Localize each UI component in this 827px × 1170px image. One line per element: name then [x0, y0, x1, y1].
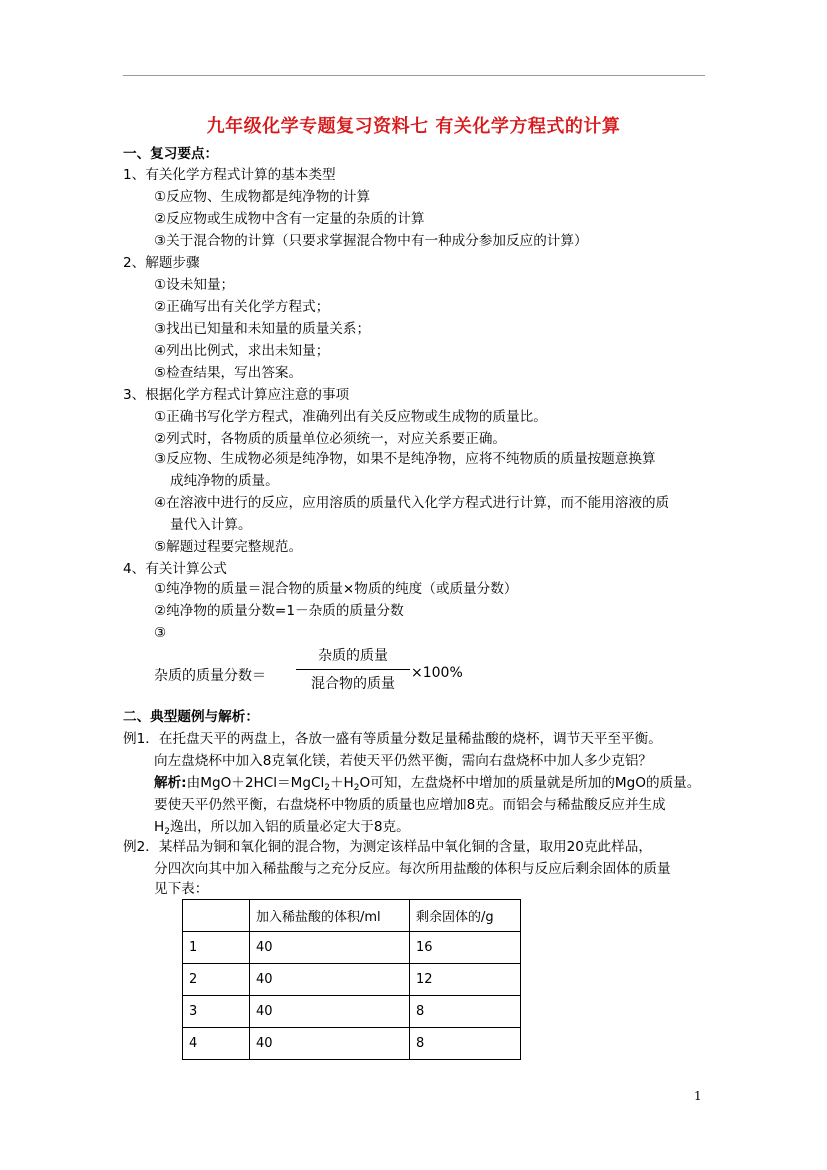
- point-3-item-continued: 量代入计算。: [170, 517, 252, 533]
- table-row: [183, 1028, 521, 1060]
- point-4-item: ①纯净物的质量＝混合物的质量×物质的纯度（或质量分数）: [154, 581, 518, 597]
- point-2-item: ②正确写出有关化学方程式；: [154, 299, 330, 315]
- point-1-heading: 1、有关化学方程式计算的基本类型: [123, 167, 336, 183]
- example-1-line: 要使天平仍然平衡，右盘烧杯中物质的质量也应增加8克。而铝会与稀盐酸反应并生成: [154, 797, 666, 813]
- example-2-line: 见下表：: [154, 881, 209, 897]
- point-3-heading: 3、根据化学方程式计算应注意的事项: [123, 387, 350, 403]
- example-1-line: 向左盘烧杯中加入8克氧化镁，若使天平仍然平衡，需向右盘烧杯中加人多少克铝？: [154, 753, 653, 769]
- analysis-text: 逸出，所以加入铝的质量必定大于8克。: [169, 819, 410, 835]
- page-number: 1: [694, 1089, 702, 1103]
- formula-fraction: [296, 645, 410, 693]
- table-header-cell: 剩余固体的/g: [410, 900, 521, 932]
- example-2-line: 例2．某样品为铜和氧化铜的混合物，为测定该样品中氧化铜的含量，取用20克此样品，: [123, 839, 652, 855]
- point-3-item-continued: 成纯净物的质量。: [170, 473, 279, 489]
- analysis-label: 解析:: [154, 775, 187, 791]
- table-cell: 40: [250, 964, 410, 996]
- point-1-item: ①反应物、生成物都是纯净物的计算: [154, 189, 371, 205]
- point-4-item: ②纯净物的质量分数=1－杂质的质量分数: [154, 603, 404, 619]
- table-cell: 2: [183, 964, 250, 996]
- table-header-row: [183, 900, 521, 932]
- table-row: [183, 964, 521, 996]
- subscript: 2: [164, 827, 170, 837]
- point-2-item: ④列出比例式，求出未知量；: [154, 343, 330, 359]
- point-2-item: ⑤检查结果，写出答案。: [154, 365, 303, 381]
- subscript: 2: [324, 783, 330, 793]
- point-2-item: ①设未知量；: [154, 277, 235, 293]
- table-cell: 3: [183, 996, 250, 1028]
- point-4-heading: 4、有关计算公式: [123, 561, 227, 577]
- table-cell: 40: [250, 996, 410, 1028]
- table-cell: 8: [410, 996, 521, 1028]
- point-2-item: ③找出已知量和未知量的质量关系；: [154, 321, 371, 337]
- section-heading-review: 一、复习要点：: [123, 146, 219, 162]
- formula-denominator: 混合物的质量: [311, 676, 395, 692]
- example-2-line: 分四次向其中加入稀盐酸与之充分反应。每次所用盐酸的体积与反应后剩余固体的质量: [154, 861, 671, 877]
- table-cell: 16: [410, 932, 521, 964]
- example-1-analysis: [154, 774, 700, 797]
- analysis-text: ＋H: [329, 775, 354, 791]
- table-header-cell: 加入稀盐酸的体积/ml: [250, 900, 410, 932]
- point-4-item: ③: [154, 625, 167, 641]
- header-rule: [123, 75, 705, 76]
- point-1-item: ②反应物或生成物中含有一定量的杂质的计算: [154, 211, 425, 227]
- point-3-item: ③反应物、生成物必须是纯净物，如果不是纯净物，应将不纯物质的质量按题意换算: [154, 451, 656, 467]
- formula-numerator: 杂质的质量: [318, 648, 388, 664]
- table-cell: 4: [183, 1028, 250, 1060]
- analysis-text: H: [154, 819, 165, 835]
- point-1-item: ③关于混合物的计算（只要求掌握混合物中有一种成分参加反应的计算）: [154, 233, 588, 249]
- formula-rhs: ×100%: [411, 665, 463, 681]
- point-3-item: ⑤解题过程要完整规范。: [154, 539, 303, 555]
- analysis-text: 由MgO＋2HCl＝MgCl: [186, 775, 325, 791]
- table-row: [183, 932, 521, 964]
- table-cell: 40: [250, 932, 410, 964]
- table-cell: 8: [410, 1028, 521, 1060]
- table-header-cell: [183, 900, 250, 932]
- point-3-item: ④在溶液中进行的反应，应用溶质的质量代入化学方程式进行计算，而不能用溶液的质: [154, 495, 670, 511]
- table-cell: 40: [250, 1028, 410, 1060]
- example-1-line: 例1．在托盘天平的两盘上，各放一盛有等质量分数足量稀盐酸的烧杯，调节天平至平衡。: [123, 731, 662, 747]
- point-3-item: ①正确书写化学方程式，准确列出有关反应物或生成物的质量比。: [154, 409, 547, 425]
- section-heading-examples: 二、典型题例与解析：: [123, 709, 259, 725]
- document-title: 九年级化学专题复习资料七 有关化学方程式的计算: [206, 116, 621, 137]
- table-cell: 1: [183, 932, 250, 964]
- point-2-heading: 2、解题步骤: [123, 255, 200, 271]
- data-table: [182, 899, 521, 1060]
- table-row: [183, 996, 521, 1028]
- analysis-text: O可知，左盘烧杯中增加的质量就是所加的MgO的质量。: [359, 775, 701, 791]
- table-cell: 12: [410, 964, 521, 996]
- fraction-bar: [296, 669, 410, 670]
- point-3-item: ②列式时，各物质的质量单位必须统一，对应关系要正确。: [154, 431, 507, 447]
- subscript: 2: [353, 783, 360, 793]
- formula-lhs: 杂质的质量分数＝: [154, 668, 266, 684]
